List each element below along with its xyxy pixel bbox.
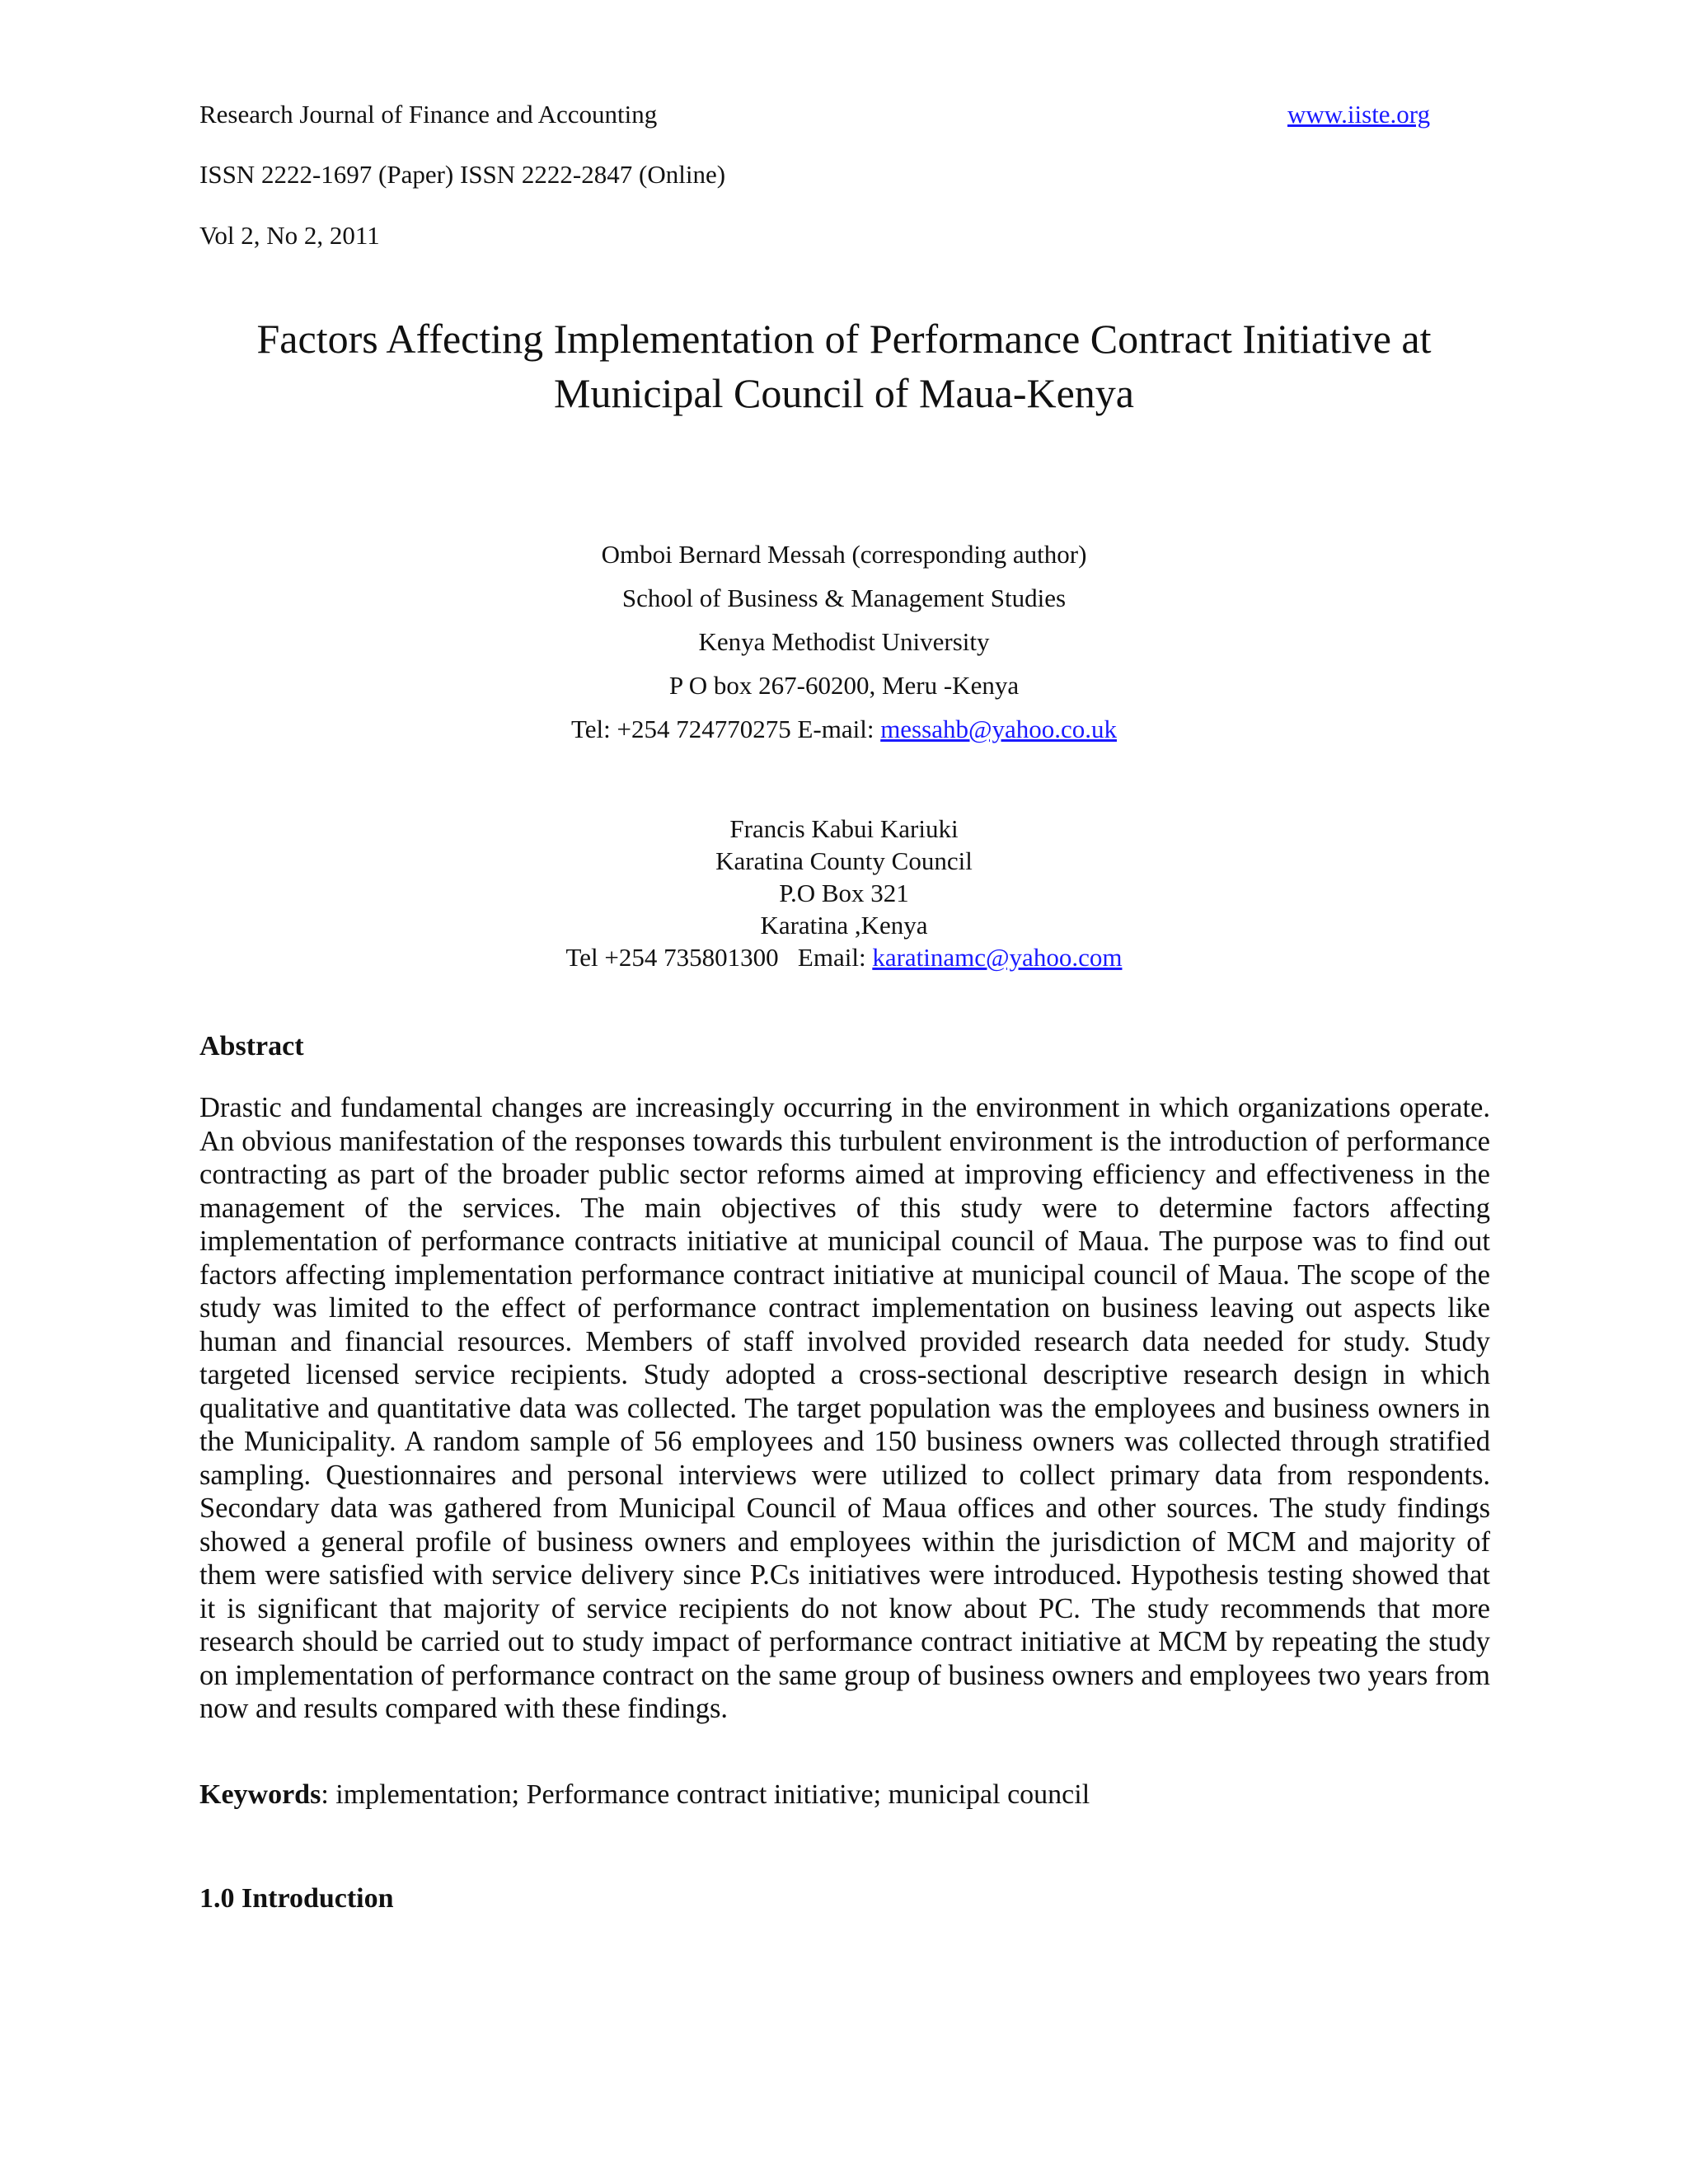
author-block-2 — [330, 813, 1358, 973]
issn-line: ISSN 2222-1697 (Paper) ISSN 2222-2847 (Online) — [199, 160, 726, 189]
journal-website-link[interactable]: www.iiste.org — [1287, 100, 1431, 129]
author2-name: Francis Kabui Kariuki — [729, 814, 959, 843]
author1-institution: Kenya Methodist University — [698, 627, 990, 656]
author1-email-link[interactable]: messahb@yahoo.co.uk — [880, 715, 1118, 743]
paper-title-line-1: Factors Affecting Implementation of Performance Contract Initiative at — [256, 316, 1432, 362]
abstract-body: Drastic and fundamental changes are increasingly occurring in the environment in which organizations operate. An obvious manifestation of the responses towards this turbulent environment is the introduction of performance contracting as part of the broader public sector reforms aimed at improving efficiency and effectiveness in the management of the services. The main objectives of this study were to determine factors affecting implementation of performance contracts initiative at municipal council of Maua. The purpose was to find out factors affecting implementation performance contract initiative at municipal council of Maua. The scope of the study was limited to the effect of performance contract implementation on business leaving out aspects like human and financial resources. Members of staff involved provided research data needed for study. Study targeted licensed service recipients. Study adopted a cross-sectional descriptive research design in which qualitative and quantitative data was collected. The target population was the employees and business owners in the Municipality. A random sample of 56 employees and 150 business owners was collected through stratified sampling. Questionnaires and personal interviews were utilized to collect primary data from respondents. Secondary data was gathered from Municipal Council of Maua offices and other sources. The study findings showed a general profile of business owners and employees within the jurisdiction of MCM and majority of them were satisfied with service delivery since P.Cs initiatives were introduced. Hypothesis testing showed that it is significant that majority of service recipients do not know about PC. The study recommends that more research should be carried out to study impact of performance contract initiative at MCM by repeating the study on implementation of performance contract on the same group of business owners and employees two years from now and results compared with these findings. — [199, 1092, 1490, 1724]
author2-city: Karatina ,Kenya — [760, 911, 928, 940]
volume-line: Vol 2, No 2, 2011 — [199, 221, 380, 250]
abstract-heading: Abstract — [199, 1031, 304, 1062]
author2-institution: Karatina County Council — [715, 846, 973, 875]
keywords-label: Keywords — [199, 1779, 321, 1810]
author1-contact-text: Tel: +254 724770275 E-mail: — [570, 715, 881, 743]
journal-name: Research Journal of Finance and Accounting — [199, 100, 658, 129]
author2-address: P.O Box 321 — [779, 879, 909, 907]
keywords-line — [199, 1779, 1090, 1811]
author2-contact — [330, 941, 1358, 973]
paper-title — [165, 312, 1523, 420]
introduction-heading: 1.0 Introduction — [199, 1883, 394, 1914]
author1-contact — [330, 707, 1358, 751]
author-block-1 — [330, 532, 1358, 751]
paper-title-line-2: Municipal Council of Maua-Kenya — [554, 370, 1134, 416]
keywords-text: : implementation; Performance contract initiative; municipal council — [321, 1779, 1090, 1810]
author1-name: Omboi Bernard Messah (corresponding author) — [601, 540, 1087, 569]
author2-email-link[interactable]: karatinamc@yahoo.com — [872, 943, 1123, 972]
author1-department: School of Business & Management Studies — [621, 583, 1067, 612]
author1-address: P O box 267-60200, Meru -Kenya — [668, 671, 1020, 700]
author2-contact-text: Tel +254 735801300 Email: — [565, 943, 873, 972]
